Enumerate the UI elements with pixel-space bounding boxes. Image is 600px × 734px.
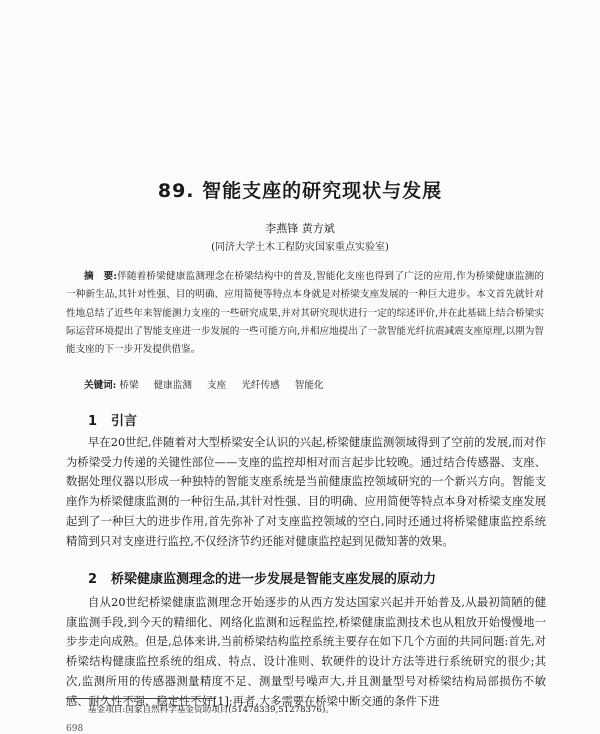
section-heading-1 (88, 410, 137, 429)
footnote: 基金项目:国家自然科学基金资助项目(51478339,51278376)。 (88, 705, 334, 715)
section-title: 引言 (111, 414, 138, 429)
abstract-label: 摘 要: (84, 271, 117, 282)
section-number: 2 (88, 572, 98, 587)
authors: 李燕锋 黄方斌 (265, 222, 335, 235)
section-heading-2 (88, 568, 436, 587)
section-1-paragraph: 早在20世纪,伴随着对大型桥梁安全认识的兴起,桥梁健康监测领域得到了空前的发展,而对作为桥梁受力传递的关键性部位——支座的监控却相对而言起步比较晚。通过结合传感器、支座、数据处理仪器以形成一种独特的智能支座系统是当前健康监控领域研究的一个新兴方向。智能支座作为桥梁健康监测的一种衍生品,其针对性强、目的明确、应用简便等特点本身对桥梁支座发展起到了一种巨大的进步作用,首先弥补了对支座监控领域的空白,同时还通过将桥梁健康监控系统精简到只对支座进行监控,不仅经济节约还能对健康监控起到见微知著的效果。 (66, 436, 546, 548)
keyword: 健康监测 (153, 380, 193, 391)
keyword: 桥梁 (119, 380, 139, 391)
keyword: 智能化 (294, 380, 324, 391)
keyword: 光纤传感 (241, 380, 280, 391)
keywords-label: 关键词: (84, 380, 117, 391)
keywords (84, 377, 336, 391)
keyword: 支座 (207, 380, 227, 391)
section-2-paragraph: 自从20世纪桥梁健康监测理念开始逐步的从西方发达国家兴起并开始普及,从最初简陋的健康监测手段,到今天的精细化、网络化监测和远程监控,桥梁健康监测技术也从粗放开始慢慢地一步步走向成熟。但是,总体来讲,当前桥梁结构监控系统主要存在如下几个方面的共同问题:首先,对桥梁结构健康监控系统的组成、特点、设计准则、软硬件的设计方法等进行系统研究的很少;其次,监测所用的传感器测量精度不足、测量型号噪声大,并且测量型号对桥梁结构局部损伤不敏感、耐久性不强、稳定性不好[1];再者,大多需要在桥梁中断交通的条件下进 (66, 596, 546, 708)
abstract (66, 268, 544, 359)
affiliation: (同济大学土木工程防灾国家重点实验室) (211, 242, 389, 253)
section-number: 1 (88, 414, 98, 429)
section-title: 桥梁健康监测理念的进一步发展是智能支座发展的原动力 (111, 572, 437, 587)
page-number: 698 (66, 724, 84, 734)
paper-title: 89. 智能支座的研究现状与发展 (157, 180, 443, 202)
footnote-divider (66, 698, 216, 699)
abstract-text: 伴随着桥梁健康监测理念在桥梁结构中的普及,智能化支座也得到了广泛的应用,作为桥梁健康监测的一种新生品,其针对性强、目的明确、应用简便等特点本身就是对桥梁支座发展的一种巨大进步。本文首先就针对性地总结了近些年来智能测力支座的一些研究成果,并对其研究现状进行一定的综述评价,并在此基础上结合桥梁实际运营环境提出了智能支座进一步发展的一些可能方向,并相应地提出了一款智能光纤抗震减震支座原理,以期为智能支座的下一步开发提供借鉴。 (66, 271, 544, 356)
